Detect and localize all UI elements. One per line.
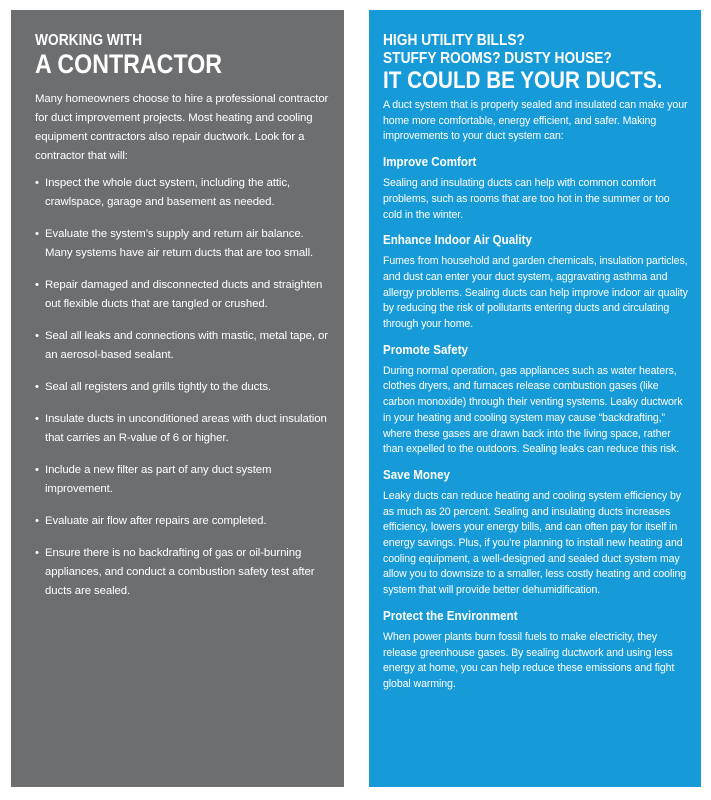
- ducts-benefits-panel: [369, 10, 701, 787]
- contractor-panel: [11, 10, 344, 787]
- benefits-intro: A duct system that is properly sealed and insulated can make your home more comfortable, energy efficient, and safer. Making improvements to your duct system can:: [383, 99, 688, 143]
- checklist-item: [35, 174, 330, 212]
- checklist-item-text: Include a new filter as part of any duct system improvement.: [45, 464, 272, 495]
- bullet-icon: •: [35, 413, 39, 425]
- checklist-item: [35, 410, 330, 448]
- contractor-intro: Many homeowners choose to hire a professional contractor for duct improvement projects. Most heating and cooling equipment contractors also repair ductwork. Look for a contractor that will:: [35, 93, 329, 162]
- checklist-item-text: Repair damaged and disconnected ducts and straighten out flexible ducts that are tangled or crushed.: [45, 279, 323, 310]
- bullet-icon: •: [35, 279, 39, 291]
- checklist-item-text: Inspect the whole duct system, including the attic, crawlspace, garage and basement as needed.: [45, 177, 290, 208]
- checklist-item: [35, 225, 330, 263]
- bullet-icon: •: [35, 228, 39, 240]
- checklist-item-text: Seal all registers and grills tightly to the ducts.: [45, 381, 271, 393]
- bullet-icon: •: [35, 547, 39, 559]
- section-text-save-money: Leaky ducts can reduce heating and cooling system efficiency by as much as 20 percent. Sealing and insulating ducts increases efficiency, lowers your energy bills, and can often pay for itself in energy savings. Plus, if you’re planning to install new heating and cooling equipment, a well-designed and sealed duct system may allow you to downsize to a smaller, less costly heating and cooling system that will provide better dehumidification.: [383, 489, 687, 597]
- contractor-heading-line2: A CONTRACTOR: [35, 49, 223, 79]
- checklist-item: [35, 327, 330, 365]
- section-title-indoor-air-quality: Enhance Indoor Air Quality: [383, 233, 532, 248]
- section-text-protect-environment: When power plants burn fossil fuels to make electricity, they release greenhouse gases. By sealing ductwork and using less energy at home, you can help reduce these emissions and fight global warming.: [383, 630, 675, 690]
- section-text-promote-safety: During normal operation, gas appliances such as water heaters, clothes dryers, and furnaces release combustion gases (like carbon monoxide) through their venting systems. Leaky ductwork in your heating and cooling system may cause “backdrafting,” where these gases are drawn back into the living space, rather than expelled to the outdoors. Sealing leaks can reduce this risk.: [383, 364, 683, 456]
- checklist-item-text: Evaluate air flow after repairs are completed.: [45, 515, 267, 527]
- bullet-icon: •: [35, 177, 39, 189]
- bullet-icon: •: [35, 464, 39, 476]
- checklist-item-text: Insulate ducts in unconditioned areas with duct insulation that carries an R-value of 6 or higher.: [45, 413, 327, 444]
- checklist-item: [35, 512, 330, 531]
- contractor-checklist: [35, 174, 330, 601]
- benefits-heading-line2: STUFFY ROOMS? DUSTY HOUSE?: [383, 50, 612, 67]
- section-title-save-money: Save Money: [383, 467, 450, 482]
- checklist-item-text: Ensure there is no backdrafting of gas or oil-burning appliances, and conduct a combustion safety test after ducts are sealed.: [45, 547, 315, 597]
- checklist-item: [35, 276, 330, 314]
- checklist-item: [35, 461, 330, 499]
- bullet-icon: •: [35, 381, 39, 393]
- bullet-icon: •: [35, 515, 39, 527]
- benefits-heading-line3: IT COULD BE YOUR DUCTS.: [383, 67, 663, 94]
- contractor-heading-line1: WORKING WITH: [35, 32, 143, 49]
- checklist-item: [35, 544, 330, 601]
- checklist-item-text: Seal all leaks and connections with mastic, metal tape, or an aerosol-based sealant.: [45, 330, 328, 361]
- section-title-protect-environment: Protect the Environment: [383, 608, 518, 623]
- bullet-icon: •: [35, 330, 39, 342]
- benefits-heading-line1: HIGH UTILITY BILLS?: [383, 32, 525, 49]
- section-title-promote-safety: Promote Safety: [383, 342, 468, 357]
- section-text-indoor-air-quality: Fumes from household and garden chemicals, insulation particles, and dust can enter your duct system, aggravating asthma and allergy problems. Sealing ducts can help improve indoor air quality by reducing the risk of pollutants entering ducts and circulating through your home.: [383, 255, 688, 331]
- checklist-item-text: Evaluate the system’s supply and return air balance. Many systems have air return ducts that are too small.: [45, 228, 314, 259]
- section-text-improve-comfort: Sealing and insulating ducts can help with common comfort problems, such as rooms that are too hot in the summer or too cold in the winter.: [383, 177, 670, 221]
- section-title-improve-comfort: Improve Comfort: [383, 155, 477, 170]
- checklist-item: [35, 378, 330, 397]
